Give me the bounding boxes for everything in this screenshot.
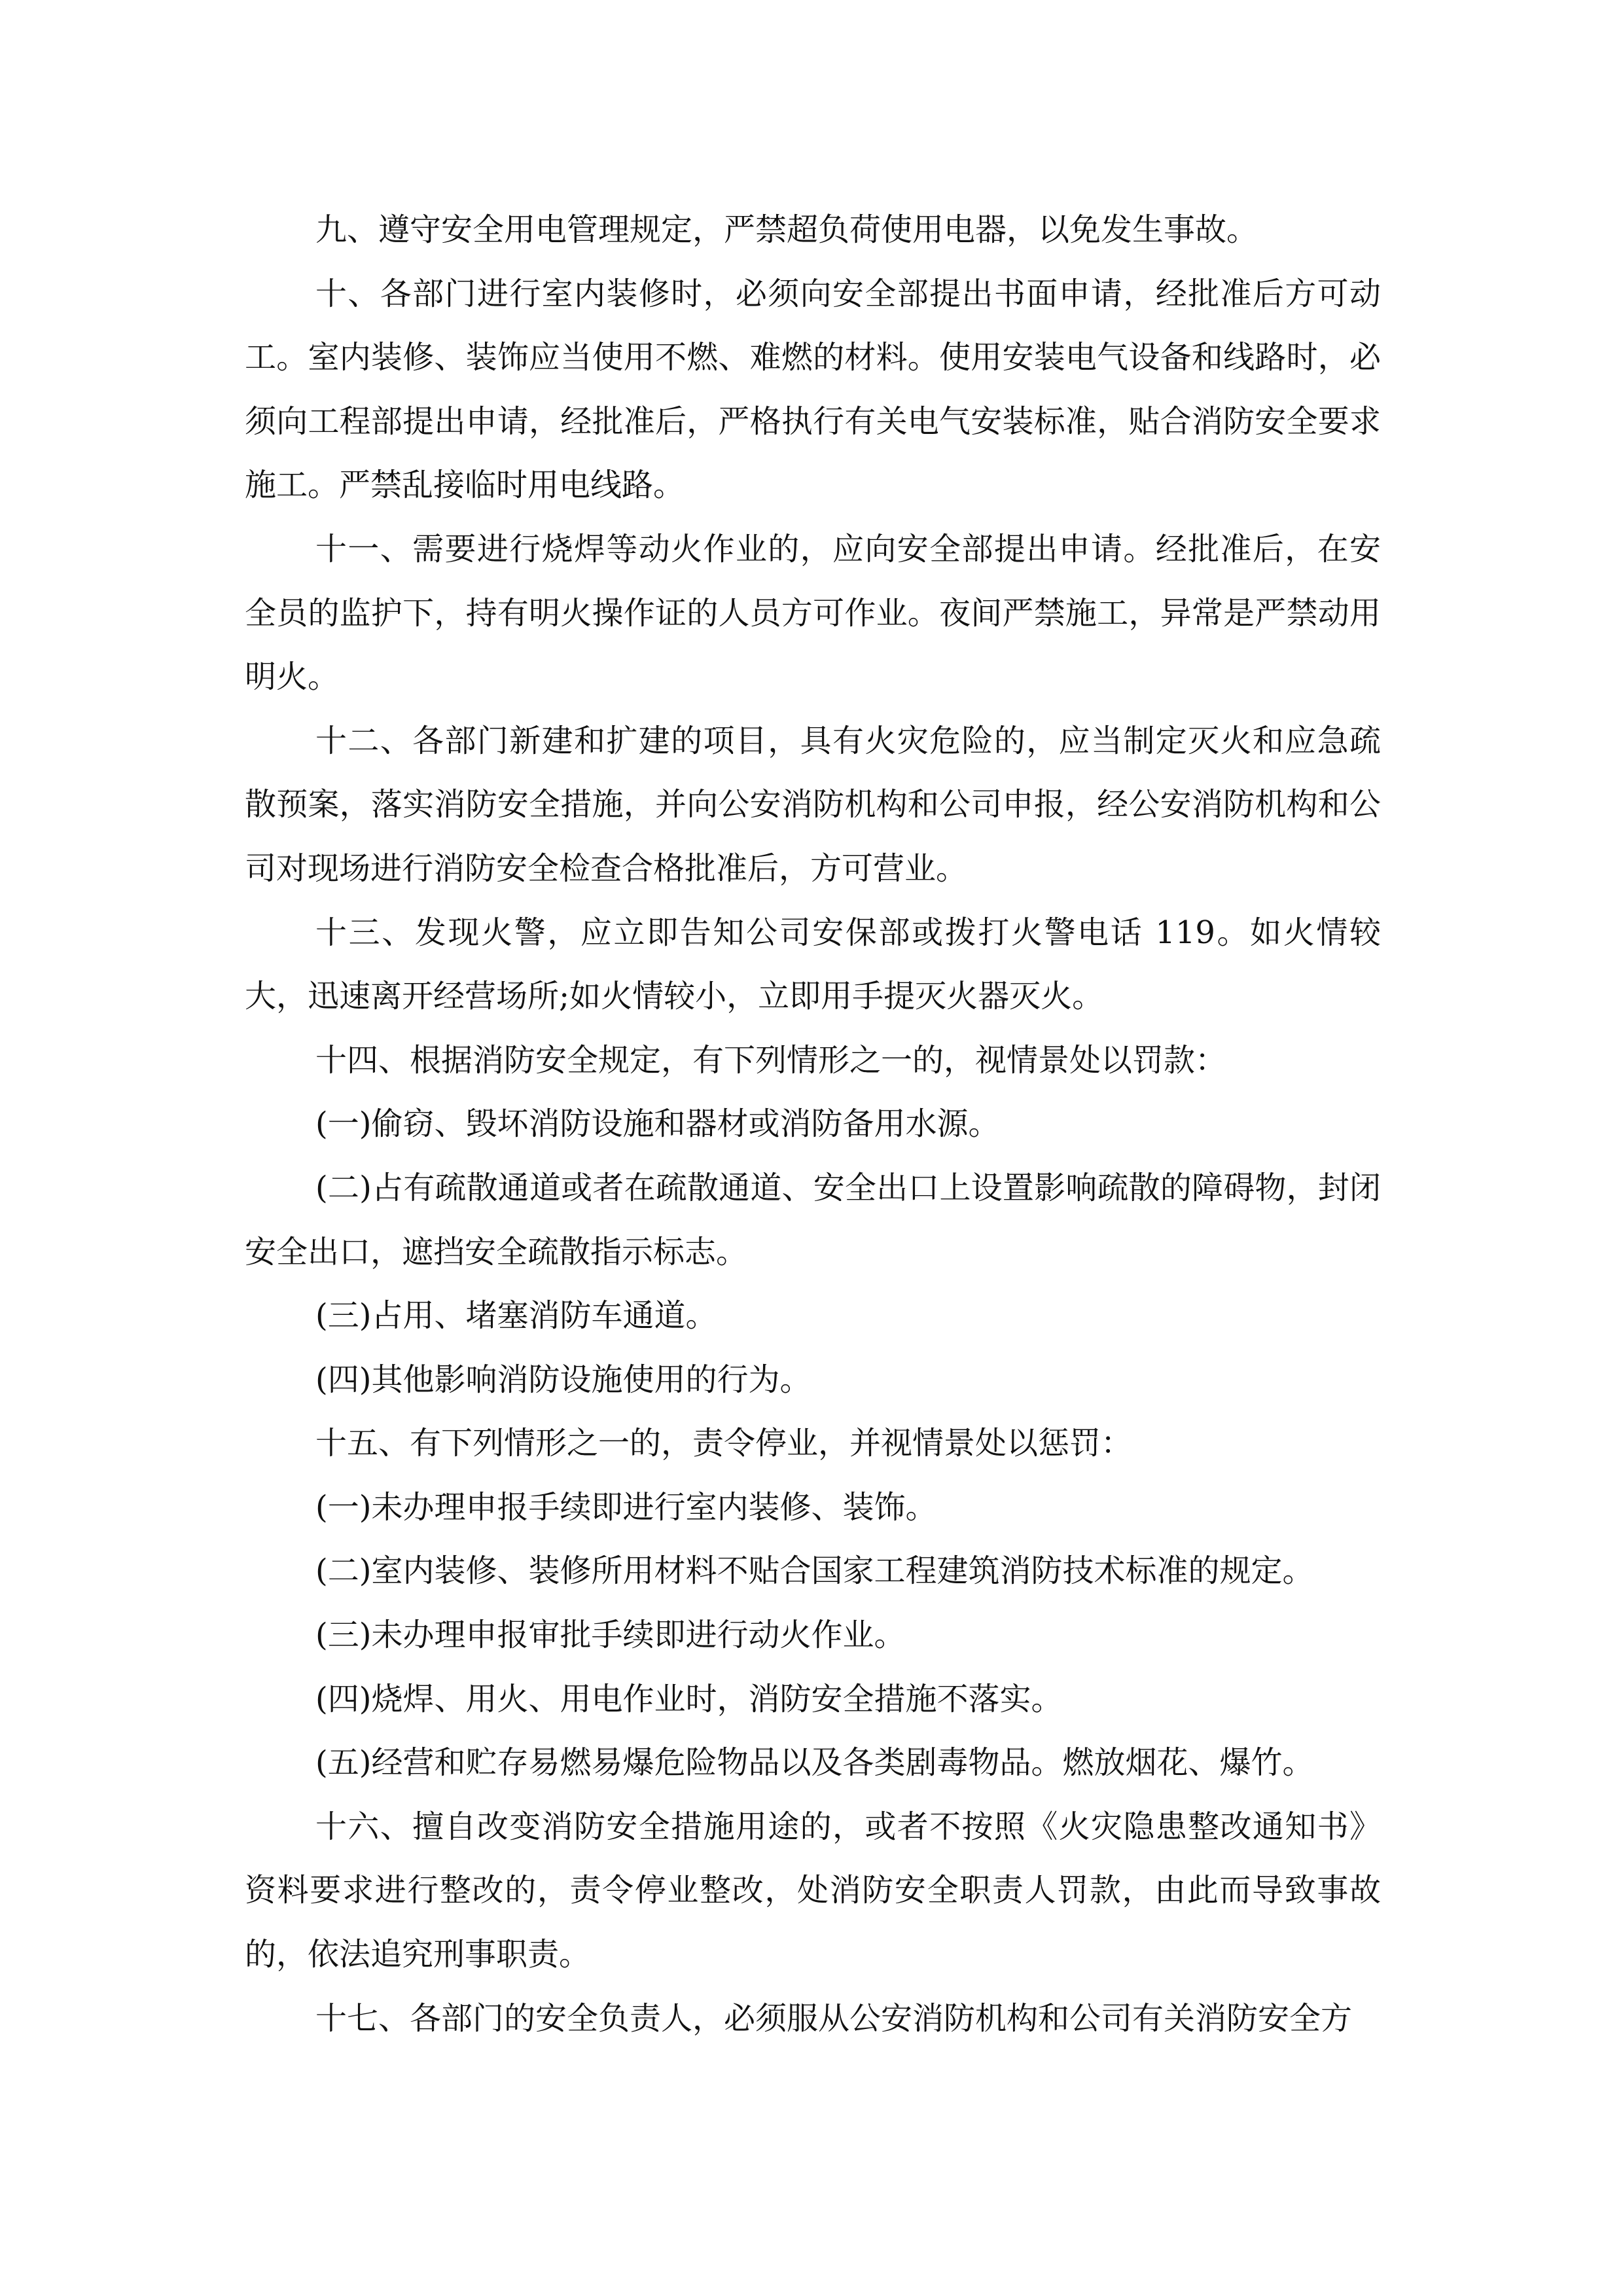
list-item-15-2: (二)室内装修、装修所用材料不贴合国家工程建筑消防技术标准的规定。 <box>315 1552 1314 1590</box>
list-item-14-2: (二)占有疏散通道或者在疏散通道、安全出口上设置影响疏散的障碍物，封闭安全出口，遮挡安全疏散指示标志。 <box>245 1169 1381 1270</box>
list-item-14-4: (四)其他影响消防设施使用的行为。 <box>315 1361 812 1398</box>
paragraph-16: 十六、擅自改变消防安全措施用途的，或者不按照《火灾隐患整改通知书》资料要求进行整改的，责令停业整改，处消防安全职责人罚款，由此而导致事故的，依法追究刑事职责。 <box>245 1808 1381 1973</box>
paragraph-12: 十二、各部门新建和扩建的项目，具有火灾危险的，应当制定灭火和应急疏散预案，落实消防安全措施，并向公安消防机构和公司申报，经公安消防机构和公司对现场进行消防安全检查合格批准后，方可营业。 <box>245 722 1381 887</box>
paragraph-9: 九、遵守安全用电管理规定，严禁超负荷使用电器，以免发生事故。 <box>315 211 1258 248</box>
list-item-14-3: (三)占用、堵塞消防车通道。 <box>315 1297 717 1335</box>
paragraph-17: 十七、各部门的安全负责人，必须服从公安消防机构和公司有关消防安全方 <box>315 2000 1353 2037</box>
paragraph-15: 十五、有下列情形之一的，责令停业，并视情景处以惩罚： <box>315 1425 1133 1462</box>
paragraph-13: 十三、发现火警，应立即告知公司安保部或拨打火警电话 119。如火情较大，迅速离开经营场所;如火情较小，立即用手提灭火器灭火。 <box>245 914 1381 1015</box>
list-item-15-4: (四)烧焊、用火、用电作业时，消防安全措施不落实。 <box>315 1680 1063 1717</box>
list-item-15-1: (一)未办理申报手续即进行室内装修、装饰。 <box>315 1488 937 1526</box>
list-item-14-1: (一)偷窃、毁坏消防设施和器材或消防备用水源。 <box>315 1105 1000 1143</box>
paragraph-10: 十、各部门进行室内装修时，必须向安全部提出书面申请，经批准后方可动工。室内装修、装饰应当使用不燃、难燃的材料。使用安装电气设备和线路时，必须向工程部提出申请，经批准后，严格执行有关电气安装标准，贴合消防安全要求施工。严禁乱接临时用电线路。 <box>245 275 1381 504</box>
list-item-15-5: (五)经营和贮存易燃易爆危险物品以及各类剧毒物品。燃放烟花、爆竹。 <box>315 1744 1314 1782</box>
document-body <box>245 198 1381 2051</box>
list-item-15-3: (三)未办理申报审批手续即进行动火作业。 <box>315 1617 906 1654</box>
paragraph-14: 十四、根据消防安全规定，有下列情形之一的，视情景处以罚款： <box>315 1041 1227 1079</box>
paragraph-11: 十一、需要进行烧焊等动火作业的，应向安全部提出申请。经批准后，在安全员的监护下，持有明火操作证的人员方可作业。夜间严禁施工，异常是严禁动用明火。 <box>245 530 1381 696</box>
